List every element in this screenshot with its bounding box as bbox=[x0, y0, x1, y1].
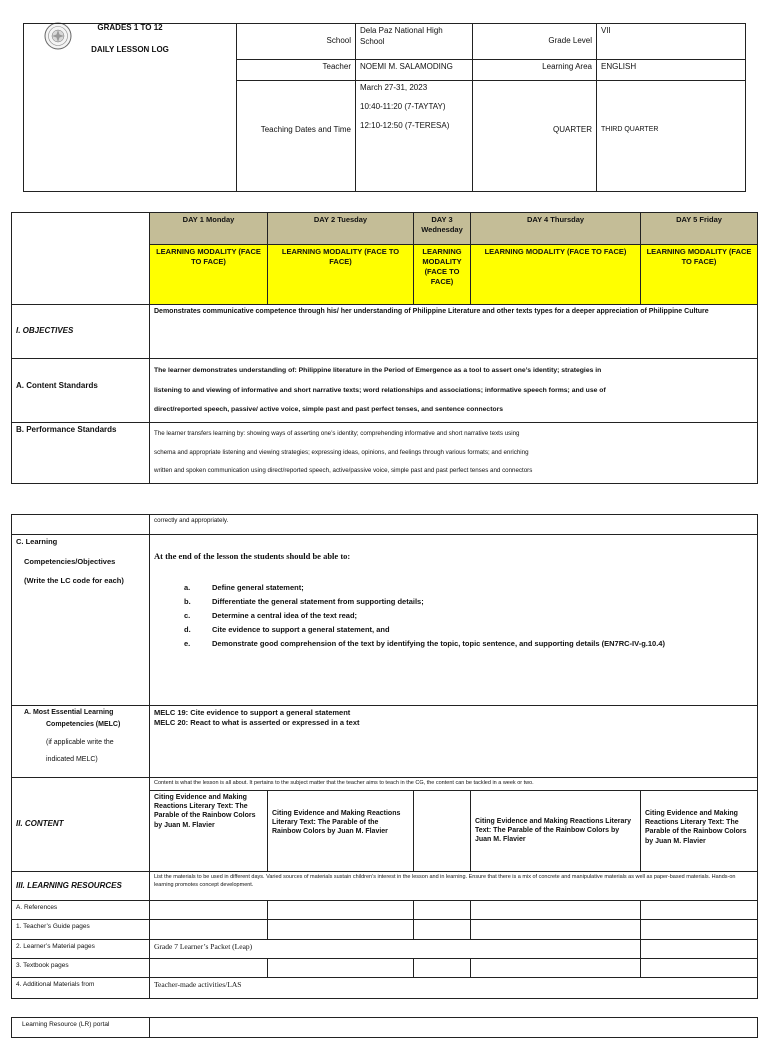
content-standards-label: A. Content Standards bbox=[12, 359, 150, 423]
school-value: Dela Paz National High School bbox=[356, 24, 473, 60]
cell bbox=[471, 920, 641, 939]
teachers-guide-label: 1. Teacher’s Guide pages bbox=[12, 920, 150, 939]
cs-line-2: listening to and viewing of informative and short narrative texts; word relationships and associations; informative speech forms; and use of bbox=[154, 386, 606, 394]
melc-label-2: Competencies (MELC) bbox=[46, 721, 121, 729]
resources-label: III. LEARNING RESOURCES bbox=[12, 872, 150, 901]
day-1-header: DAY 1 Monday bbox=[150, 213, 268, 245]
teacher-label: Teacher bbox=[237, 60, 356, 81]
cell bbox=[268, 900, 414, 919]
cs-line-1: The learner demonstrates understanding of: Philippine literature in the Period of Emergence as a tool to assert one’s identity; strategies in bbox=[154, 367, 602, 374]
content-day-2: Citing Evidence and Making Reactions Literary Text: The Parable of the Rainbow Colors by Juan M. Flavier bbox=[268, 790, 414, 872]
blank-continued bbox=[12, 515, 150, 535]
lr-portal-value bbox=[150, 1018, 758, 1038]
competencies-label bbox=[12, 535, 150, 706]
day-3-header: DAY 3 Wednesday bbox=[414, 213, 471, 245]
content-day-4: Citing Evidence and Making Reactions Literary Text: The Parable of the Rainbow Colors by Juan M. Flavier bbox=[471, 790, 641, 872]
ps-line-2: schema and appropriate listening and viewing strategies; expressing ideas, opinions, and feelings through various formats; and enriching bbox=[154, 448, 529, 456]
cell bbox=[471, 959, 641, 978]
melc-line-2: MELC 20: React to what is asserted or expressed in a text bbox=[154, 718, 360, 728]
cs-line-3: direct/reported speech, passive/ active voice, simple past and past perfect tenses, and sentence connectors bbox=[154, 406, 504, 414]
competency-item: c. Determine a central idea of the text read; bbox=[184, 611, 358, 621]
melc-label bbox=[12, 706, 150, 778]
day-2-header: DAY 2 Tuesday bbox=[268, 213, 414, 245]
competencies-content bbox=[150, 535, 758, 706]
additional-materials-label: 4. Additional Materials from bbox=[12, 978, 150, 999]
header-title-1: GRADES 1 TO 12 bbox=[97, 23, 163, 32]
competency-item: a. Define general statement; bbox=[184, 582, 304, 592]
grade-level-value: VII bbox=[597, 24, 746, 60]
cell bbox=[268, 959, 414, 978]
day-5-modality: LEARNING MODALITY (FACE TO FACE) bbox=[641, 245, 758, 305]
lc-label-2: Competencies/Objectives bbox=[24, 556, 116, 566]
day-4-header: DAY 4 Thursday bbox=[471, 213, 641, 245]
quarter-label: QUARTER bbox=[473, 81, 597, 192]
content-label: II. CONTENT bbox=[12, 777, 150, 872]
quarter-value: THIRD QUARTER bbox=[597, 81, 746, 192]
cell bbox=[414, 900, 471, 919]
day-1-modality: LEARNING MODALITY (FACE TO FACE) bbox=[150, 245, 268, 305]
ps-line-3: written and spoken communication using direct/reported speech, active/passive voice, simple past and past perfect tenses and connectors bbox=[154, 467, 533, 475]
melc-label-4: indicated MELC) bbox=[46, 756, 98, 764]
cell bbox=[150, 900, 268, 919]
ps-continued: correctly and appropriately. bbox=[150, 515, 758, 535]
lc-label-1: C. Learning bbox=[16, 537, 58, 547]
competencies-list bbox=[154, 583, 753, 650]
melc-label-3: (if applicable write the bbox=[46, 738, 114, 746]
cell bbox=[641, 939, 758, 958]
cell bbox=[414, 959, 471, 978]
learners-material-value: Grade 7 Learner’s Packet (Leap) bbox=[150, 939, 641, 958]
content-standards-text bbox=[150, 359, 758, 423]
cell bbox=[641, 900, 758, 919]
references-label: A. References bbox=[12, 900, 150, 919]
dates-line-1: March 27-31, 2023 bbox=[360, 83, 428, 93]
learning-area-value: ENGLISH bbox=[597, 60, 746, 81]
textbook-label: 3. Textbook pages bbox=[12, 959, 150, 978]
melc-content bbox=[150, 706, 758, 778]
day-3-modality: LEARNING MODALITY (FACE TO FACE) bbox=[414, 245, 471, 305]
melc-label-1: A. Most Essential Learning bbox=[24, 709, 114, 717]
lesson-table-page-3 bbox=[11, 1017, 758, 1038]
competencies-intro: At the end of the lesson the students should be able to: bbox=[154, 551, 351, 562]
lesson-table-page-2 bbox=[11, 514, 758, 999]
lr-portal-label: Learning Resource (LR) portal bbox=[12, 1018, 150, 1038]
cell bbox=[150, 959, 268, 978]
competency-item: b. Differentiate the general statement from supporting details; bbox=[184, 597, 424, 607]
cell bbox=[150, 920, 268, 939]
content-day-1: Citing Evidence and Making Reactions Literary Text: The Parable of the Rainbow Colors by Juan M. Flavier bbox=[150, 790, 268, 872]
cell bbox=[641, 959, 758, 978]
additional-materials-value: Teacher-made activities/LAS bbox=[150, 978, 758, 999]
melc-line-1: MELC 19: Cite evidence to support a general statement bbox=[154, 708, 351, 718]
objectives-label: I. OBJECTIVES bbox=[12, 305, 150, 359]
blank-corner bbox=[12, 213, 150, 305]
ps-line-1: The learner transfers learning by: showing ways of asserting one’s identity; comprehending informative and short narrative texts using bbox=[154, 430, 520, 438]
header-title-2: DAILY LESSON LOG bbox=[91, 44, 169, 54]
lesson-table-page-1 bbox=[11, 212, 758, 484]
grade-level-label: Grade Level bbox=[473, 24, 597, 60]
teacher-value: NOEMI M. SALAMODING bbox=[356, 60, 473, 81]
content-note: Content is what the lesson is all about. It pertains to the subject matter that the teacher aims to teach in the CG, the content can be tackled in a week or two. bbox=[150, 777, 758, 790]
cell bbox=[471, 900, 641, 919]
day-4-modality: LEARNING MODALITY (FACE TO FACE) bbox=[471, 245, 641, 305]
learning-area-label: Learning Area bbox=[473, 60, 597, 81]
teaching-dates-label: Teaching Dates and Time bbox=[237, 81, 356, 192]
day-5-header: DAY 5 Friday bbox=[641, 213, 758, 245]
school-label: School bbox=[237, 24, 356, 60]
performance-standards-text bbox=[150, 423, 758, 484]
day-2-modality: LEARNING MODALITY (FACE TO FACE) bbox=[268, 245, 414, 305]
dates-line-3: 12:10-12:50 (7-TERESA) bbox=[360, 120, 450, 130]
competency-item: d. Cite evidence to support a general statement, and bbox=[184, 625, 390, 635]
cell bbox=[641, 920, 758, 939]
learners-material-label: 2. Learner’s Material pages bbox=[12, 939, 150, 958]
teaching-dates-value bbox=[356, 81, 473, 192]
objectives-text: Demonstrates communicative competence through his/ her understanding of Philippine Literature and other texts types for a deeper appreciation of Philippine Culture bbox=[150, 305, 758, 359]
content-day-5: Citing Evidence and Making Reactions Literary Text: The Parable of the Rainbow Colors by Juan M. Flavier bbox=[641, 790, 758, 872]
cell bbox=[268, 920, 414, 939]
cell bbox=[414, 920, 471, 939]
lc-label-3: (Write the LC code for each) bbox=[24, 575, 124, 585]
competency-item: e. Demonstrate good comprehension of the text by identifying the topic, topic sentence, and supporting details (EN7RC-IV-g.10.4) bbox=[184, 639, 665, 649]
dates-line-2: 10:40-11:20 (7-TAYTAY) bbox=[360, 102, 446, 112]
content-day-3 bbox=[414, 790, 471, 872]
header-table bbox=[23, 23, 746, 192]
header-title-cell bbox=[24, 24, 237, 192]
performance-standards-label: B. Performance Standards bbox=[12, 423, 150, 484]
resources-note: List the materials to be used in different days. Varied sources of materials sustain children’s interest in the lesson and in learning. Ensure that there is a mix of concrete and manipulative materials as well as paper-based materials. Hands-on learning promotes concept development. bbox=[150, 872, 758, 901]
